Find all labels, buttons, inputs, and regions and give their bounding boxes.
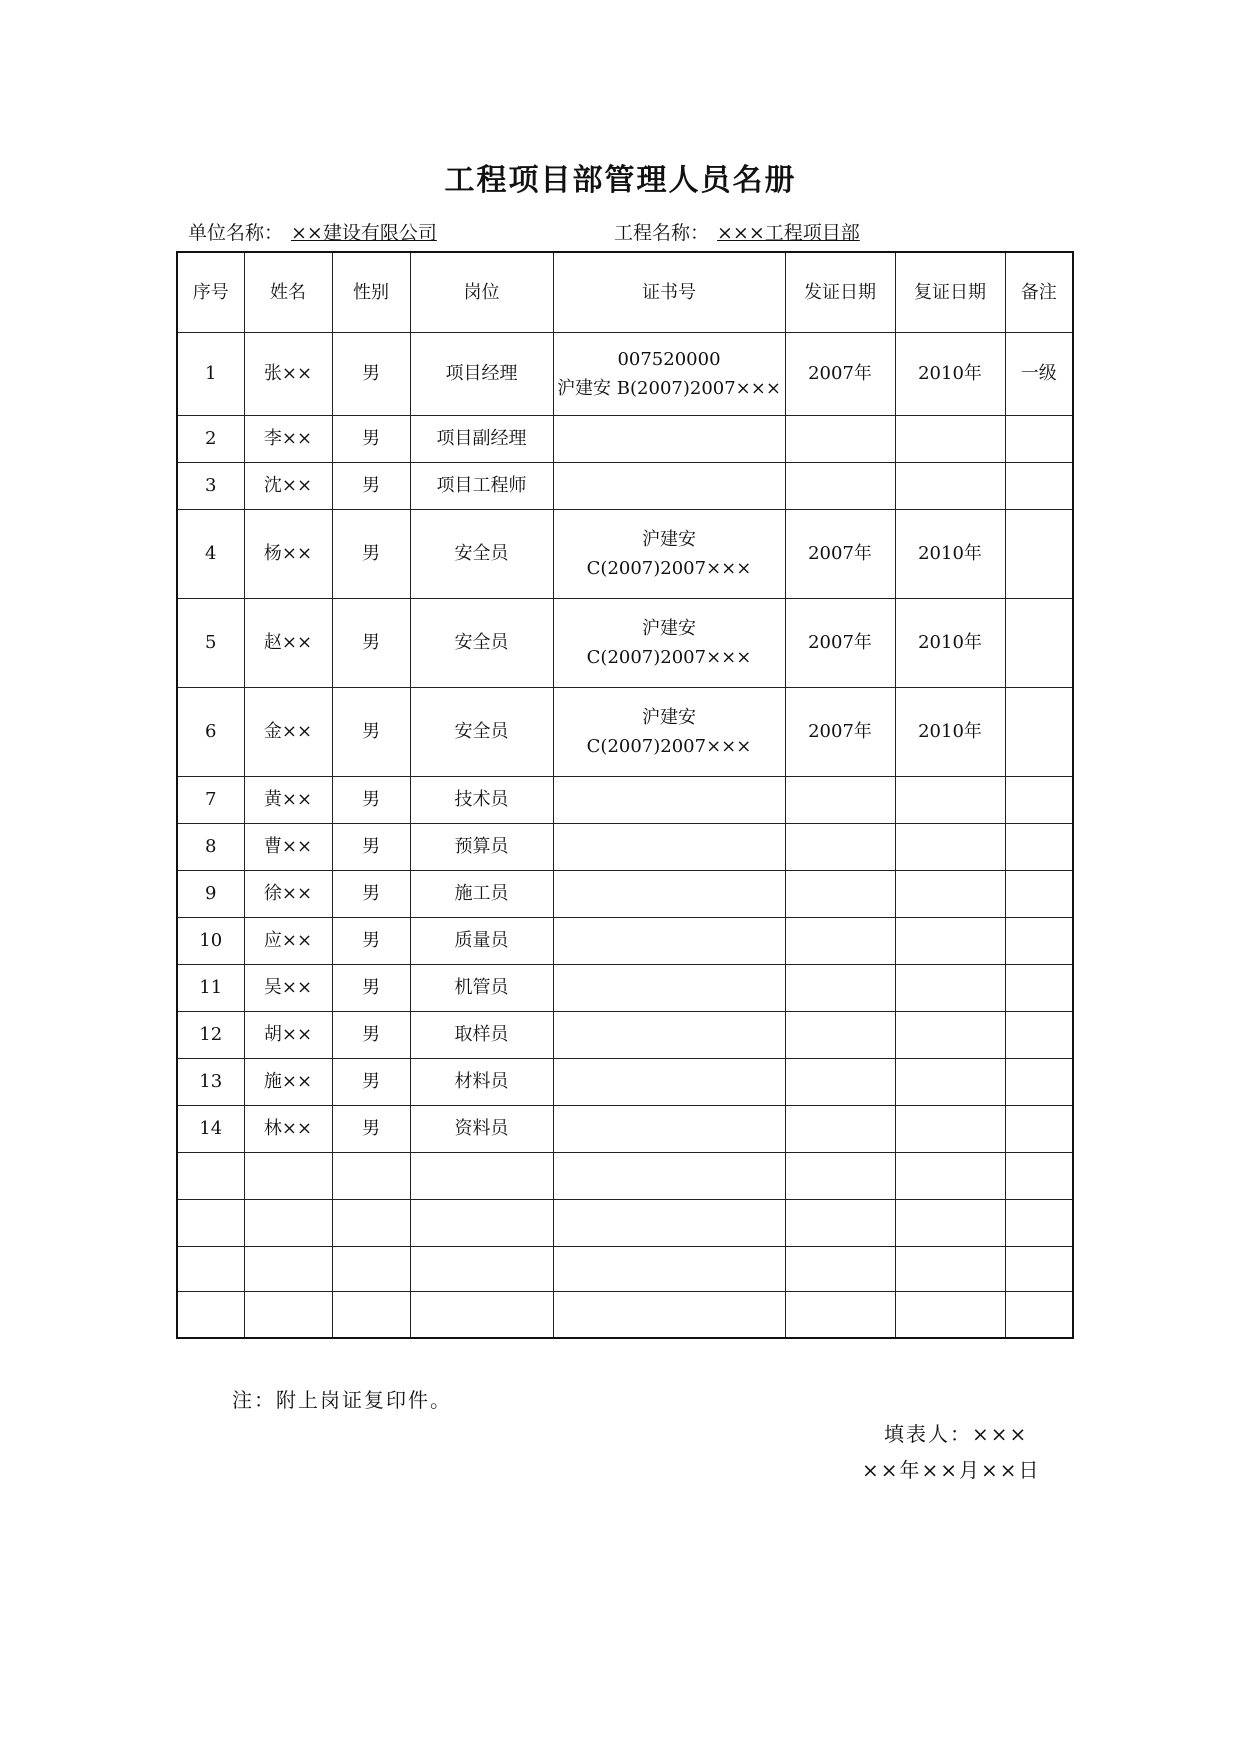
unit-name-label: 单位名称： (188, 222, 284, 244)
header-gender: 性别 (332, 252, 410, 332)
filler-field (884, 1418, 1028, 1447)
cell-gender: 男 (332, 509, 410, 598)
cell-name (244, 1291, 332, 1338)
cert-line: C(2007)2007××× (586, 735, 752, 757)
table-row (177, 462, 1073, 509)
cell-no: 14 (177, 1105, 244, 1152)
cell-no: 2 (177, 415, 244, 462)
cell-gender: 男 (332, 776, 410, 823)
cell-cert (553, 1152, 785, 1199)
cell-issue-date (785, 1152, 895, 1199)
cell-remark (1005, 964, 1073, 1011)
cert-line: 007520000 (617, 348, 721, 370)
cell-issue-date (785, 1058, 895, 1105)
cell-cert (553, 687, 785, 776)
cell-remark (1005, 1199, 1073, 1246)
cell-cert (553, 509, 785, 598)
unit-name-field (188, 218, 445, 245)
cell-name: 黄×× (244, 776, 332, 823)
cell-issue-date: 2007年 (785, 598, 895, 687)
header-renew-date: 复证日期 (895, 252, 1005, 332)
cell-no: 8 (177, 823, 244, 870)
table-row (177, 917, 1073, 964)
cell-remark (1005, 776, 1073, 823)
page-title: 工程项目部管理人员名册 (444, 163, 797, 198)
cell-remark (1005, 917, 1073, 964)
cell-no (177, 1246, 244, 1291)
note: 注：附上岗证复印件。 (232, 1388, 452, 1412)
cell-renew-date (895, 823, 1005, 870)
table-header-row (177, 252, 1073, 332)
cell-issue-date (785, 1291, 895, 1338)
cell-renew-date (895, 1152, 1005, 1199)
cell-gender: 男 (332, 917, 410, 964)
filler-label: 填表人： (884, 1422, 972, 1446)
cell-no (177, 1291, 244, 1338)
cell-issue-date (785, 462, 895, 509)
cell-issue-date (785, 823, 895, 870)
cell-gender (332, 1246, 410, 1291)
cell-cert (553, 332, 785, 415)
filler-value: ××× (972, 1422, 1029, 1446)
cell-post (410, 1291, 553, 1338)
project-name-field (614, 218, 868, 245)
cell-gender: 男 (332, 415, 410, 462)
cell-cert (553, 1246, 785, 1291)
cell-no: 11 (177, 964, 244, 1011)
cell-renew-date: 2010年 (895, 598, 1005, 687)
cell-remark (1005, 823, 1073, 870)
project-name-label: 工程名称： (614, 222, 710, 244)
cell-remark (1005, 1058, 1073, 1105)
cell-renew-date (895, 415, 1005, 462)
cell-post: 项目经理 (410, 332, 553, 415)
cell-post: 安全员 (410, 598, 553, 687)
cell-gender: 男 (332, 870, 410, 917)
cell-remark: 一级 (1005, 332, 1073, 415)
cell-name: 张×× (244, 332, 332, 415)
cell-renew-date (895, 964, 1005, 1011)
cell-gender (332, 1152, 410, 1199)
cell-renew-date (895, 1058, 1005, 1105)
table-row (177, 1011, 1073, 1058)
cell-renew-date: 2010年 (895, 332, 1005, 415)
cell-issue-date: 2007年 (785, 332, 895, 415)
cell-post: 项目工程师 (410, 462, 553, 509)
cell-cert (553, 870, 785, 917)
table-row (177, 687, 1073, 776)
cell-no: 6 (177, 687, 244, 776)
cell-gender: 男 (332, 1011, 410, 1058)
cell-post: 预算员 (410, 823, 553, 870)
table-body (177, 332, 1073, 1338)
cell-issue-date (785, 1246, 895, 1291)
table-row (177, 1246, 1073, 1291)
cell-gender: 男 (332, 964, 410, 1011)
header-name: 姓名 (244, 252, 332, 332)
cell-name: 赵×× (244, 598, 332, 687)
cell-remark (1005, 687, 1073, 776)
cell-no: 12 (177, 1011, 244, 1058)
table-row (177, 1199, 1073, 1246)
cell-renew-date (895, 1291, 1005, 1338)
table-row (177, 1291, 1073, 1338)
table-row (177, 415, 1073, 462)
cell-issue-date (785, 776, 895, 823)
cell-name: 应×× (244, 917, 332, 964)
cell-remark (1005, 1105, 1073, 1152)
cell-remark (1005, 509, 1073, 598)
cell-name: 吴×× (244, 964, 332, 1011)
cell-post: 质量员 (410, 917, 553, 964)
cell-post: 安全员 (410, 509, 553, 598)
table-row (177, 823, 1073, 870)
cell-name (244, 1152, 332, 1199)
cell-remark (1005, 1291, 1073, 1338)
personnel-table (176, 251, 1074, 1339)
cell-name: 金×× (244, 687, 332, 776)
table-row (177, 870, 1073, 917)
cell-renew-date (895, 1105, 1005, 1152)
cell-gender: 男 (332, 687, 410, 776)
cell-name (244, 1246, 332, 1291)
cell-name: 曹×× (244, 823, 332, 870)
cell-gender: 男 (332, 1058, 410, 1105)
cell-cert (553, 415, 785, 462)
header-post: 岗位 (410, 252, 553, 332)
cell-name: 胡×× (244, 1011, 332, 1058)
cert-line: 沪建安 (642, 617, 696, 639)
cell-issue-date: 2007年 (785, 509, 895, 598)
cell-name: 林×× (244, 1105, 332, 1152)
cell-issue-date (785, 415, 895, 462)
cell-cert (553, 1011, 785, 1058)
cell-renew-date (895, 870, 1005, 917)
cell-post: 取样员 (410, 1011, 553, 1058)
cell-post: 项目副经理 (410, 415, 553, 462)
cell-issue-date (785, 917, 895, 964)
cell-name: 李×× (244, 415, 332, 462)
cell-post: 安全员 (410, 687, 553, 776)
cell-cert (553, 462, 785, 509)
cell-issue-date (785, 1105, 895, 1152)
cell-no (177, 1152, 244, 1199)
table-row (177, 1105, 1073, 1152)
cell-no: 1 (177, 332, 244, 415)
cert-line: 沪建安 (642, 528, 696, 550)
cell-remark (1005, 462, 1073, 509)
cell-issue-date (785, 964, 895, 1011)
table-row (177, 1058, 1073, 1105)
cert-line: 沪建安 B(2007)2007××× (557, 377, 781, 399)
cell-remark (1005, 598, 1073, 687)
cell-post: 施工员 (410, 870, 553, 917)
cell-name (244, 1199, 332, 1246)
cell-renew-date (895, 1199, 1005, 1246)
cell-post (410, 1246, 553, 1291)
cell-cert (553, 1105, 785, 1152)
cell-cert (553, 964, 785, 1011)
cell-cert (553, 1058, 785, 1105)
cell-no: 4 (177, 509, 244, 598)
table-row (177, 332, 1073, 415)
cell-post: 技术员 (410, 776, 553, 823)
cell-issue-date (785, 1011, 895, 1058)
cell-gender: 男 (332, 1105, 410, 1152)
header-no: 序号 (177, 252, 244, 332)
cell-no: 3 (177, 462, 244, 509)
cell-name: 沈×× (244, 462, 332, 509)
cell-renew-date (895, 776, 1005, 823)
unit-name-value: ××建设有限公司 (291, 222, 437, 244)
fill-date: ××年××月××日 (862, 1458, 1041, 1482)
cell-no (177, 1199, 244, 1246)
cell-name: 施×× (244, 1058, 332, 1105)
cell-no: 5 (177, 598, 244, 687)
cell-cert (553, 917, 785, 964)
cell-post: 机管员 (410, 964, 553, 1011)
cell-cert (553, 776, 785, 823)
cell-gender (332, 1291, 410, 1338)
cell-issue-date: 2007年 (785, 687, 895, 776)
cell-renew-date (895, 1246, 1005, 1291)
cell-gender: 男 (332, 462, 410, 509)
cell-gender: 男 (332, 332, 410, 415)
cell-renew-date: 2010年 (895, 509, 1005, 598)
cell-remark (1005, 1152, 1073, 1199)
cell-remark (1005, 870, 1073, 917)
cert-line: 沪建安 (642, 706, 696, 728)
table-row (177, 598, 1073, 687)
cell-name: 徐×× (244, 870, 332, 917)
cell-post (410, 1199, 553, 1246)
cell-cert (553, 1199, 785, 1246)
cell-gender: 男 (332, 823, 410, 870)
cell-cert (553, 823, 785, 870)
cert-line: C(2007)2007××× (586, 557, 752, 579)
cell-cert (553, 1291, 785, 1338)
cell-no: 7 (177, 776, 244, 823)
cell-cert (553, 598, 785, 687)
cell-gender (332, 1199, 410, 1246)
cell-remark (1005, 1246, 1073, 1291)
header-remark: 备注 (1005, 252, 1073, 332)
cell-renew-date: 2010年 (895, 687, 1005, 776)
cell-remark (1005, 1011, 1073, 1058)
header-cert: 证书号 (553, 252, 785, 332)
cell-no: 9 (177, 870, 244, 917)
cert-line: C(2007)2007××× (586, 646, 752, 668)
cell-issue-date (785, 1199, 895, 1246)
cell-issue-date (785, 870, 895, 917)
project-name-value: ×××工程项目部 (717, 222, 860, 244)
cell-renew-date (895, 917, 1005, 964)
cell-gender: 男 (332, 598, 410, 687)
cell-remark (1005, 415, 1073, 462)
cell-renew-date (895, 1011, 1005, 1058)
cell-name: 杨×× (244, 509, 332, 598)
table-row (177, 776, 1073, 823)
cell-no: 10 (177, 917, 244, 964)
table-row (177, 1152, 1073, 1199)
cell-post: 材料员 (410, 1058, 553, 1105)
cell-renew-date (895, 462, 1005, 509)
cell-post (410, 1152, 553, 1199)
cell-post: 资料员 (410, 1105, 553, 1152)
cell-no: 13 (177, 1058, 244, 1105)
table-row (177, 964, 1073, 1011)
header-issue-date: 发证日期 (785, 252, 895, 332)
table-row (177, 509, 1073, 598)
